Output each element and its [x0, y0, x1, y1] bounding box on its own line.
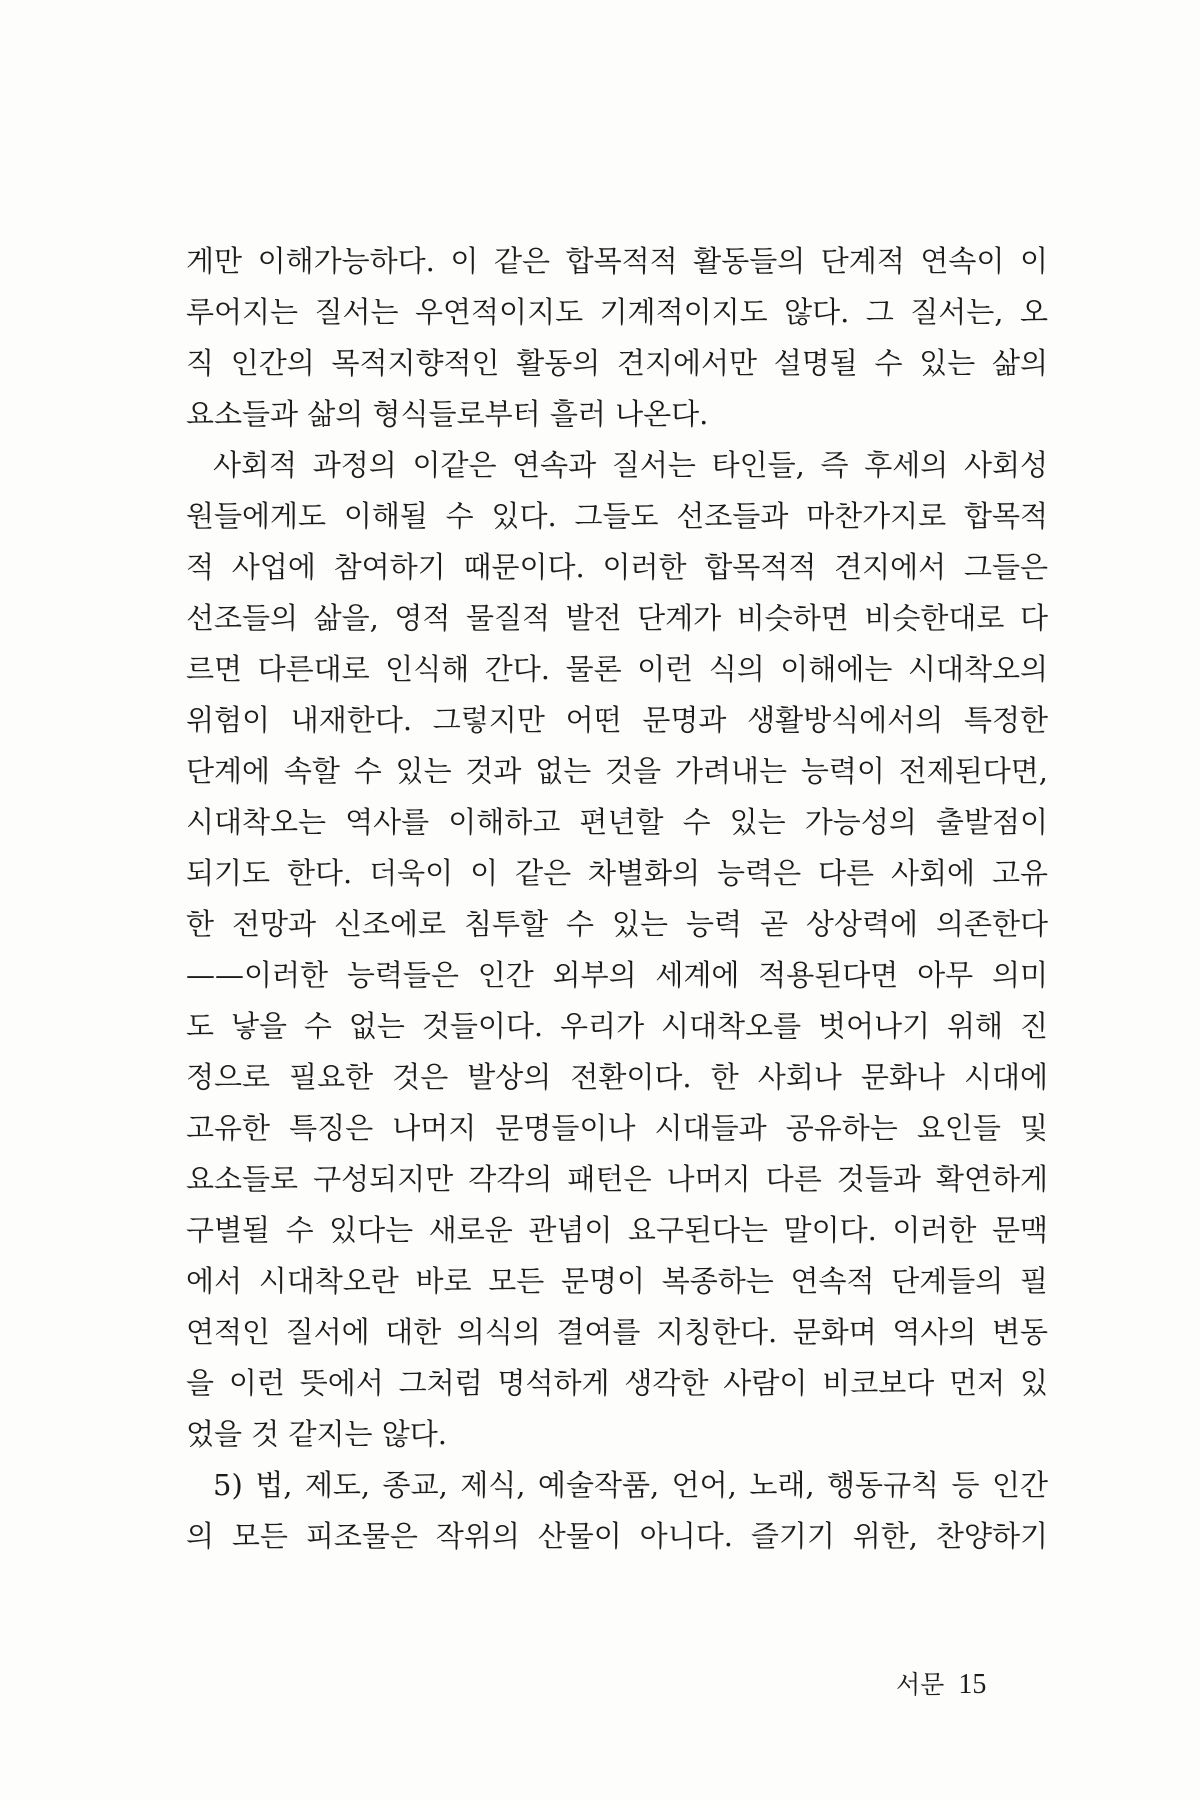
text-line: 정으로 필요한 것은 발상의 전환이다. 한 사회나 문화나 시대에: [186, 1060, 1048, 1094]
text-line: ——이러한 능력들은 인간 외부의 세계에 적용된다면 아무 의미: [186, 958, 1048, 992]
text-line: 한 전망과 신조에로 침투할 수 있는 능력 곧 상상력에 의존한다: [186, 907, 1048, 941]
text-line: 르면 다른대로 인식해 간다. 물론 이런 식의 이해에는 시대착오의: [186, 652, 1048, 686]
text-line: 에서 시대착오란 바로 모든 문명이 복종하는 연속적 단계들의 필: [186, 1264, 1048, 1298]
text-line: 도 낳을 수 없는 것들이다. 우리가 시대착오를 벗어나기 위해 진: [186, 1009, 1048, 1043]
text-line: 요소들로 구성되지만 각각의 패턴은 나머지 다른 것들과 확연하게: [186, 1162, 1048, 1196]
text-line: 의 모든 피조물은 작위의 산물이 아니다. 즐기기 위한, 찬양하기: [186, 1519, 1048, 1553]
body-text: [186, 236, 1048, 1562]
text-line: 요소들과 삶의 형식들로부터 흘러 나온다.: [186, 397, 709, 431]
text-line: 연적인 질서에 대한 의식의 결여를 지칭한다. 문화며 역사의 변동: [186, 1315, 1048, 1349]
text-line: 시대착오는 역사를 이해하고 편년할 수 있는 가능성의 출발점이: [186, 805, 1048, 839]
text-line: 고유한 특징은 나머지 문명들이나 시대들과 공유하는 요인들 및: [186, 1111, 1048, 1145]
running-footer-section: 서문: [896, 1670, 945, 1699]
text-line: 직 인간의 목적지향적인 활동의 견지에서만 설명될 수 있는 삶의: [186, 346, 1048, 380]
page-number: 15: [958, 1669, 987, 1700]
text-line: 구별될 수 있다는 새로운 관념이 요구된다는 말이다. 이러한 문맥: [186, 1213, 1048, 1247]
text-line: 위험이 내재한다. 그렇지만 어떤 문명과 생활방식에서의 특정한: [186, 703, 1048, 737]
text-line: 루어지는 질서는 우연적이지도 기계적이지도 않다. 그 질서는, 오: [186, 295, 1048, 329]
text-line: 단계에 속할 수 있는 것과 없는 것을 가려내는 능력이 전제된다면,: [186, 754, 1048, 788]
paragraph-start-line: 사회적 과정의 이같은 연속과 질서는 타인들, 즉 후세의 사회성: [213, 448, 1048, 482]
text-line: 을 이런 뜻에서 그처럼 명석하게 생각한 사람이 비코보다 먼저 있: [186, 1366, 1048, 1400]
text-line: 되기도 한다. 더욱이 이 같은 차별화의 능력은 다른 사회에 고유: [186, 856, 1048, 890]
page-footer: [896, 1665, 986, 1701]
text-line: 선조들의 삶을, 영적 물질적 발전 단계가 비슷하면 비슷한대로 다: [186, 601, 1048, 635]
text-line: 적 사업에 참여하기 때문이다. 이러한 합목적적 견지에서 그들은: [186, 550, 1048, 584]
text-line: 었을 것 같지는 않다.: [186, 1417, 447, 1451]
text-line: 게만 이해가능하다. 이 같은 합목적적 활동들의 단계적 연속이 이: [186, 244, 1048, 278]
text-line: 원들에게도 이해될 수 있다. 그들도 선조들과 마찬가지로 합목적: [186, 499, 1048, 533]
paragraph-start-line: 5) 법, 제도, 종교, 제식, 예술작품, 언어, 노래, 행동규칙 등 인간: [213, 1468, 1048, 1502]
